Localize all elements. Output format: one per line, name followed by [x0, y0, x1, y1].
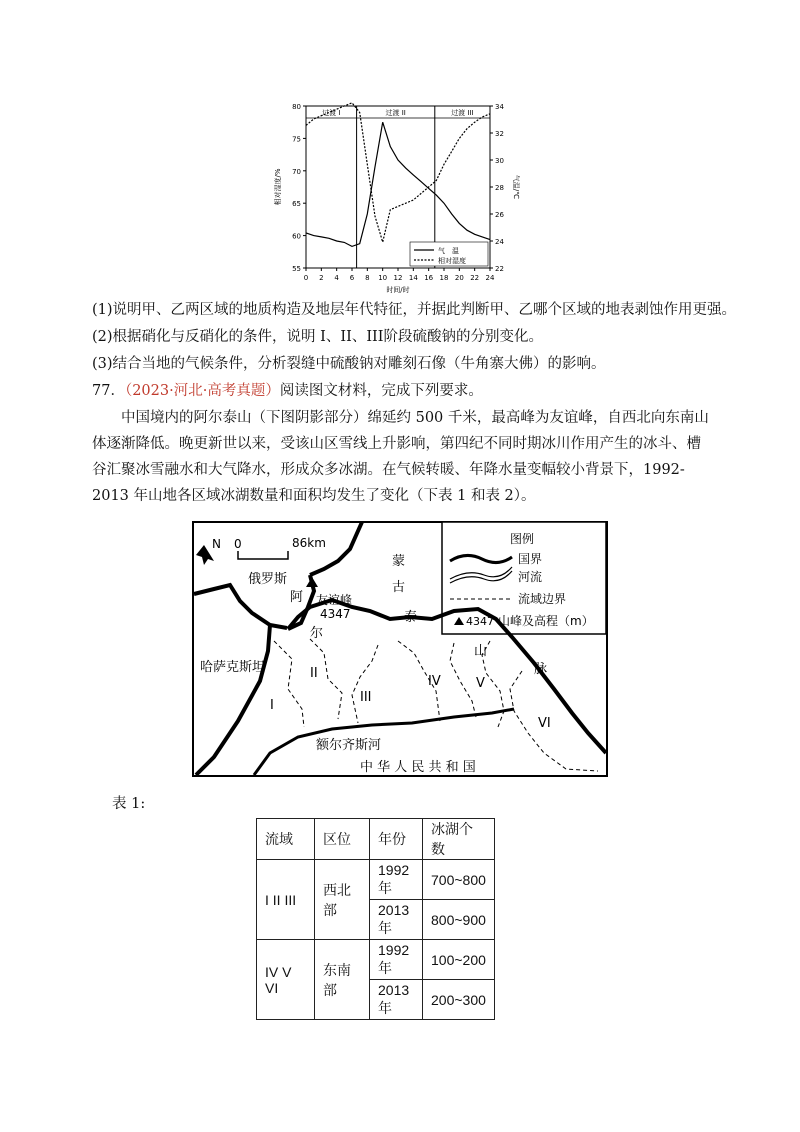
question-source: （2023·河北·高考真题）: [124, 383, 280, 399]
region-3: III: [360, 690, 372, 705]
stage-label: 过渡 II: [385, 109, 406, 117]
table-cell-count: 100~200: [423, 940, 495, 980]
table-header-row: [257, 819, 495, 860]
legend-border: 国界: [518, 552, 543, 566]
y-left-tick-label: 75: [292, 135, 301, 144]
table-cell-location: 东南部: [315, 940, 370, 1020]
table-row: [257, 940, 495, 980]
stage-label: 过渡 I: [322, 109, 341, 117]
table-cell-year: 1992 年: [370, 940, 423, 980]
region-2: II: [310, 666, 318, 681]
question-1: (1)说明甲、乙两区域的地质构造及地层年代特征，并据此判断甲、乙哪个区域的地表剥蚀作用更强。: [92, 302, 737, 318]
range-char-5: 脉: [534, 662, 548, 677]
legend-river: 河流: [518, 570, 543, 584]
table-cell-basins: I II III: [257, 860, 315, 940]
y-right-tick-label: 24: [495, 238, 504, 246]
x-tick-label: 20: [454, 274, 464, 282]
region-1: I: [270, 698, 274, 713]
question-3: (3)结合当地的气候条件，分析裂缝中硫酸钠对雕刻石像（牛角寨大佛）的影响。: [92, 356, 606, 372]
stage-label: 过渡 III: [451, 109, 474, 117]
x-tick-label: 0: [303, 274, 309, 282]
peak-height: 4347: [320, 607, 351, 621]
table-row: [257, 860, 495, 900]
legend-title: 图例: [510, 532, 535, 546]
table-cell-basins: IV V VI: [257, 940, 315, 1020]
y-right-axis-label: 气温/℃: [512, 174, 520, 200]
table-cell-count: 800~900: [423, 900, 495, 940]
table1-caption: 表 1:: [112, 796, 146, 812]
range-char-1: 阿: [290, 590, 304, 605]
y-right-tick-label: 30: [495, 157, 504, 165]
y-right-tick-label: 32: [495, 130, 504, 138]
table-header: 年份: [370, 819, 423, 860]
north-label: N: [212, 537, 221, 551]
y-left-tick-label: 65: [292, 200, 301, 209]
table-cell-count: 700~800: [423, 860, 495, 900]
y-left-tick-label: 55: [292, 265, 301, 273]
material-paragraph: 中国境内的阿尔泰山（下图阴影部分）绵延约 500 千米，最高峰为友谊峰，自西北向东南山体逐渐降低。晚更新世以来，受该山区雪线上升影响，第四纪不同时期冰川作用产生的冰斗、槽谷汇聚冰雪融水和大气降水，形成众多冰湖。在气候转暖、年降水量变幅较小背景下，1992-2013 年山地各区域冰湖数量和面积均发生了变化（下表 1 和表 2）。: [92, 410, 709, 504]
legend-temperature-label: 气 温: [438, 247, 459, 255]
x-tick-label: 12: [393, 274, 403, 282]
table-header: 区位: [315, 819, 370, 860]
y-left-tick-label: 60: [292, 232, 301, 241]
x-tick-label: 6: [349, 274, 355, 282]
question-2: (2)根据硝化与反硝化的条件，说明 I、II、III阶段硫酸钠的分别变化。: [92, 329, 544, 345]
y-right-tick-label: 26: [495, 211, 504, 219]
table-cell-year: 1992 年: [370, 860, 423, 900]
x-axis-label: 时间/时: [386, 286, 410, 294]
scale-value: 86km: [292, 536, 326, 550]
table-cell-year: 2013 年: [370, 980, 423, 1020]
y-left-tick-label: 80: [292, 103, 301, 111]
label-mongolia-2: 古: [392, 580, 406, 595]
river-label: 额尔齐斯河: [316, 738, 382, 753]
question-number: 77．: [92, 383, 125, 399]
question-77-header: [92, 381, 483, 401]
y-left-tick-label: 70: [292, 167, 301, 176]
table-cell-location: 西北部: [315, 860, 370, 940]
x-tick-label: 10: [378, 274, 388, 282]
region-4: IV: [428, 674, 441, 689]
table-header: 流域: [257, 819, 315, 860]
table-cell-year: 2013 年: [370, 900, 423, 940]
x-tick-label: 18: [439, 274, 449, 282]
altai-map: [192, 521, 608, 777]
humidity-line: [306, 103, 490, 242]
range-char-4: 山: [474, 644, 488, 659]
legend-basin: 流域边界: [518, 592, 567, 606]
question-instruction: 阅读图文材料，完成下列要求。: [279, 383, 483, 399]
y-right-tick-label: 34: [495, 103, 504, 111]
table-header: 冰湖个数: [423, 819, 495, 860]
y-left-axis-label: 相对湿度/%: [274, 168, 282, 206]
label-russia: 俄罗斯: [248, 572, 288, 587]
y-right-tick-label: 22: [495, 265, 504, 273]
range-char-3: 泰: [404, 610, 418, 625]
label-china: 中 华 人 民 共 和 国: [360, 760, 476, 775]
x-tick-label: 24: [485, 274, 495, 282]
label-mongolia-1: 蒙: [392, 554, 406, 569]
x-tick-label: 4: [334, 274, 339, 282]
y-right-tick-label: 28: [495, 184, 504, 192]
scale-zero: 0: [234, 537, 242, 551]
temperature-line: [306, 122, 490, 246]
x-tick-label: 16: [424, 274, 434, 282]
x-tick-label: 8: [365, 274, 370, 282]
temperature-humidity-chart: [272, 98, 522, 298]
x-tick-label: 14: [408, 274, 418, 282]
range-char-2: 尔: [310, 626, 324, 641]
legend-peak-value: 4347: [466, 615, 494, 628]
legend-humidity-label: 相对湿度: [438, 257, 466, 265]
table-1: [256, 818, 495, 1020]
region-5: V: [476, 676, 485, 691]
table-cell-count: 200~300: [423, 980, 495, 1020]
x-tick-label: 22: [470, 274, 480, 282]
label-kazakhstan: 哈萨克斯坦: [200, 660, 266, 675]
peak-name: 友谊峰: [316, 593, 353, 607]
legend-peak: 山峰及高程（m）: [498, 614, 594, 628]
region-6: VI: [538, 716, 551, 731]
x-tick-label: 2: [319, 274, 324, 282]
